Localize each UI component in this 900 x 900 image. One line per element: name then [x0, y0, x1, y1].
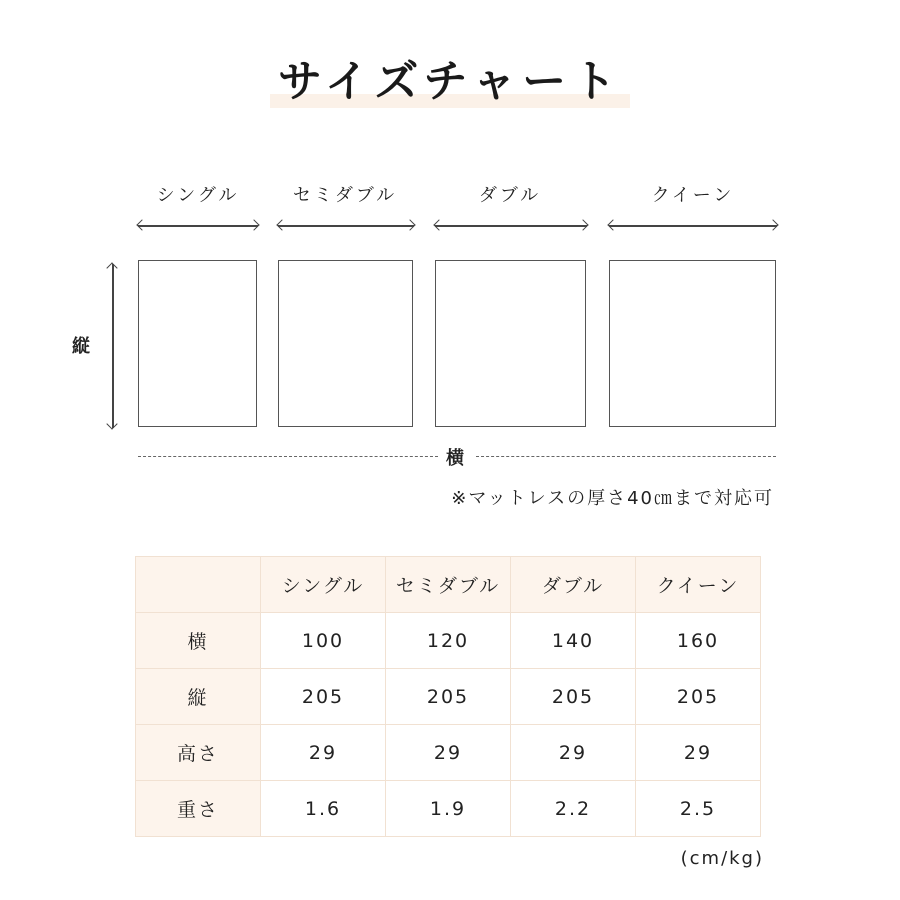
table-header-row — [136, 557, 761, 613]
table-cell: 100 — [261, 613, 386, 669]
width-arrow-double — [435, 225, 587, 227]
width-dashed-line-left — [138, 456, 438, 457]
title-block — [270, 52, 630, 112]
table-cell: 2.2 — [511, 781, 636, 837]
header-cell: クイーン — [636, 557, 761, 613]
page-title: サイズチャート — [277, 56, 623, 107]
row-label: 重さ — [136, 781, 261, 837]
size-label-semi-double: セミダブル — [292, 185, 398, 206]
width-arrow-queen — [609, 225, 777, 227]
mattress-box-single — [138, 260, 257, 427]
table-cell: 1.6 — [261, 781, 386, 837]
table-row — [136, 725, 761, 781]
table-cell: 205 — [386, 669, 511, 725]
table-cell: 2.5 — [636, 781, 761, 837]
table-cell: 29 — [261, 725, 386, 781]
row-label: 高さ — [136, 725, 261, 781]
mattress-box-double — [435, 260, 586, 427]
length-arrow — [112, 264, 114, 428]
table-cell: 1.9 — [386, 781, 511, 837]
size-label-double: ダブル — [478, 185, 542, 206]
width-arrow-single — [138, 225, 258, 227]
header-cell: ダブル — [511, 557, 636, 613]
header-cell: セミダブル — [386, 557, 511, 613]
size-spec-table — [135, 556, 761, 837]
header-cell-empty — [136, 557, 261, 613]
table-cell: 160 — [636, 613, 761, 669]
table-cell: 29 — [386, 725, 511, 781]
thickness-note: ※マットレスの厚さ40㎝まで対応可 — [451, 488, 774, 509]
mattress-box-queen — [609, 260, 776, 427]
table-row — [136, 781, 761, 837]
table-row — [136, 669, 761, 725]
table-cell: 29 — [511, 725, 636, 781]
row-label: 縦 — [136, 669, 261, 725]
row-label: 横 — [136, 613, 261, 669]
mattress-box-semi-double — [278, 260, 413, 427]
width-dashed-line-right — [476, 456, 776, 457]
unit-label: (cm/kg) — [680, 848, 764, 869]
table-cell: 120 — [386, 613, 511, 669]
table-cell: 29 — [636, 725, 761, 781]
width-label: 横 — [446, 448, 464, 469]
table-row — [136, 613, 761, 669]
table-cell: 205 — [261, 669, 386, 725]
size-label-queen: クイーン — [651, 185, 735, 206]
table-cell: 205 — [636, 669, 761, 725]
table-cell: 140 — [511, 613, 636, 669]
header-cell: シングル — [261, 557, 386, 613]
width-arrow-semi-double — [278, 225, 414, 227]
table-cell: 205 — [511, 669, 636, 725]
length-label: 縦 — [72, 336, 90, 357]
size-label-single: シングル — [156, 185, 240, 206]
